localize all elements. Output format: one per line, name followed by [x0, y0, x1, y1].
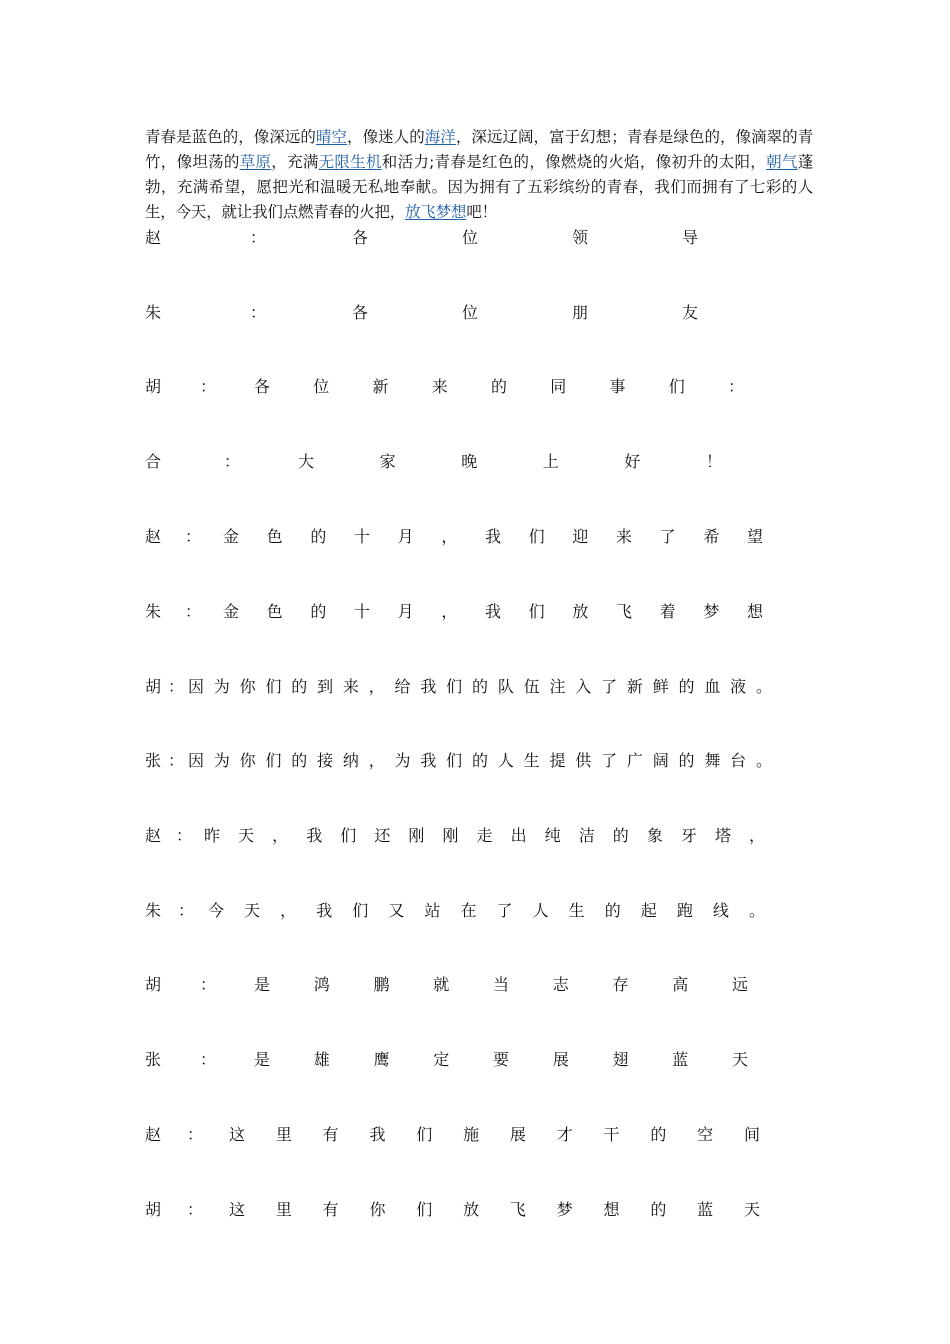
line-char: 的 — [310, 527, 327, 546]
speaker-name: 合 — [145, 452, 162, 471]
line-char: 的 — [472, 751, 489, 770]
line-char: 晚 — [461, 452, 478, 471]
speaker-colon: ： — [176, 826, 193, 845]
line-char: 新 — [626, 677, 643, 696]
line-char: 象 — [646, 826, 663, 845]
line-char: 金 — [223, 527, 240, 546]
line-char: 纯 — [544, 826, 561, 845]
line-char: 生 — [568, 901, 585, 920]
line-char: 们 — [265, 677, 282, 696]
line-char: 队 — [497, 677, 514, 696]
line-char: 了 — [659, 527, 676, 546]
line-char: 刚 — [442, 826, 459, 845]
speaker-colon: ： — [187, 1125, 204, 1144]
line-char: 鲜 — [652, 677, 669, 696]
line-char: 间 — [744, 1125, 761, 1144]
line-char: 广 — [626, 751, 643, 770]
line-char: 伍 — [523, 677, 540, 696]
line-char: 放 — [572, 602, 589, 621]
line-char: 各 — [352, 303, 369, 322]
line-char: 就 — [433, 975, 450, 994]
line-char: 同 — [550, 377, 567, 396]
speaker-colon: ： — [250, 228, 267, 247]
line-char: 有 — [322, 1200, 339, 1219]
line-char: 们 — [528, 602, 545, 621]
line-char: 们 — [446, 751, 463, 770]
speaker-name: 张 — [145, 1050, 162, 1069]
line-char: 线 — [712, 901, 729, 920]
line-char: 你 — [239, 751, 256, 770]
line-char: 梦 — [556, 1200, 573, 1219]
line-char: 各 — [352, 228, 369, 247]
speaker-colon: ： — [185, 527, 202, 546]
line-char: 金 — [223, 602, 240, 621]
line-char: 接 — [317, 751, 334, 770]
line-char: 注 — [549, 677, 566, 696]
speaker-name: 赵 — [145, 228, 162, 247]
line-char: 你 — [239, 677, 256, 696]
line-char: 梦 — [703, 602, 720, 621]
line-char: 飞 — [509, 1200, 526, 1219]
speaker-colon: ： — [200, 1050, 217, 1069]
speaker-colon: ： — [187, 1200, 204, 1219]
line-char: 我 — [485, 602, 502, 621]
line-char: 事 — [609, 377, 626, 396]
line-char: 血 — [704, 677, 721, 696]
line-char: 的 — [650, 1200, 667, 1219]
line-char: 当 — [493, 975, 510, 994]
intro-text-2: ，像迷人的 — [347, 128, 425, 146]
line-char: ， — [441, 527, 458, 546]
line-char: 各 — [254, 377, 271, 396]
line-char: 志 — [552, 975, 569, 994]
link-caoyuan[interactable]: 草原 — [239, 153, 272, 171]
line-char: 展 — [552, 1050, 569, 1069]
line-char: 天 — [238, 826, 255, 845]
line-char: 到 — [317, 677, 334, 696]
line-char: 的 — [472, 677, 489, 696]
line-char: 位 — [462, 228, 479, 247]
line-char: 天 — [244, 901, 261, 920]
line-char: ， — [749, 826, 766, 845]
line-char: 舞 — [704, 751, 721, 770]
line-char: 鹰 — [373, 1050, 390, 1069]
line-char: 因 — [188, 751, 205, 770]
line-char: 。 — [749, 901, 766, 920]
line-char: 家 — [379, 452, 396, 471]
line-char: 想 — [747, 602, 764, 621]
line-char: 纳 — [342, 751, 359, 770]
line-char: 是 — [254, 1050, 271, 1069]
line-char: 们 — [352, 901, 369, 920]
line-char: 定 — [433, 1050, 450, 1069]
line-char: 阔 — [652, 751, 669, 770]
speaker-name: 张 — [145, 751, 162, 770]
line-char: 的 — [291, 677, 308, 696]
speaker-colon: ： — [178, 901, 195, 920]
line-char: 鸿 — [313, 975, 330, 994]
line-char: 上 — [542, 452, 559, 471]
line-char: 这 — [229, 1125, 246, 1144]
line-char: 雄 — [313, 1050, 330, 1069]
line-char: 们 — [528, 527, 545, 546]
line-char: 要 — [493, 1050, 510, 1069]
line-char: 牙 — [680, 826, 697, 845]
link-zhaoqi[interactable]: 朝气 — [766, 153, 798, 171]
speaker-colon: ： — [168, 677, 185, 696]
line-char: 走 — [476, 826, 493, 845]
line-char: 翅 — [612, 1050, 629, 1069]
line-char: 干 — [603, 1125, 620, 1144]
speaker-colon: ： — [224, 452, 241, 471]
line-char: 的 — [678, 677, 695, 696]
link-qingkong[interactable]: 晴空 — [315, 128, 348, 146]
line-char: 刚 — [408, 826, 425, 845]
line-char: 为 — [394, 751, 411, 770]
line-char: 十 — [354, 527, 371, 546]
line-char: 了 — [601, 677, 618, 696]
line-char: 蓝 — [672, 1050, 689, 1069]
line-char: 来 — [342, 677, 359, 696]
line-char: ， — [280, 901, 297, 920]
line-char: ！ — [706, 452, 723, 471]
line-char: 人 — [497, 751, 514, 770]
line-char: 才 — [556, 1125, 573, 1144]
line-char: 了 — [601, 751, 618, 770]
line-char: 里 — [275, 1125, 292, 1144]
line-char: 为 — [213, 677, 230, 696]
line-char: 来 — [431, 377, 448, 396]
line-char: 的 — [491, 377, 508, 396]
speaker-colon: ： — [200, 377, 217, 396]
line-char: 们 — [340, 826, 357, 845]
speaker-name: 胡 — [145, 1200, 162, 1219]
line-char: 色 — [266, 602, 283, 621]
line-char: 迎 — [572, 527, 589, 546]
line-char: 我 — [420, 751, 437, 770]
line-char: 。 — [756, 751, 773, 770]
line-char: 大 — [298, 452, 315, 471]
line-char: 们 — [668, 377, 685, 396]
line-char: 的 — [678, 751, 695, 770]
line-char: 月 — [397, 602, 414, 621]
line-char: 着 — [659, 602, 676, 621]
line-char: 们 — [416, 1200, 433, 1219]
line-char: 我 — [306, 826, 323, 845]
speaker-name: 赵 — [145, 527, 162, 546]
line-char: 领 — [572, 228, 589, 247]
line-char: 站 — [424, 901, 441, 920]
line-char: 们 — [265, 751, 282, 770]
speaker-colon: ： — [200, 975, 217, 994]
line-char: 们 — [416, 1125, 433, 1144]
line-char: 望 — [747, 527, 764, 546]
line-char: 想 — [603, 1200, 620, 1219]
speaker-name: 朱 — [145, 901, 162, 920]
line-char: ， — [272, 826, 289, 845]
line-char: 入 — [575, 677, 592, 696]
line-char: 人 — [532, 901, 549, 920]
line-char: 我 — [369, 1125, 386, 1144]
line-char: 昨 — [204, 826, 221, 845]
line-char: 朋 — [572, 303, 589, 322]
link-haiyang[interactable]: 海洋 — [424, 128, 456, 146]
line-char: 洁 — [578, 826, 595, 845]
line-char: 今 — [208, 901, 225, 920]
speaker-name: 赵 — [145, 1125, 162, 1144]
line-char: 了 — [496, 901, 513, 920]
line-char: 高 — [672, 975, 689, 994]
speaker-name: 赵 — [145, 826, 162, 845]
line-char: 来 — [616, 527, 633, 546]
line-char: 放 — [463, 1200, 480, 1219]
line-char: ： — [728, 377, 745, 396]
intro-text-5: 和活力;青春是红色的，像燃烧的火焰，像初升的太阳， — [381, 153, 767, 171]
line-char: 出 — [510, 826, 527, 845]
line-char: 又 — [388, 901, 405, 920]
line-char: 位 — [313, 377, 330, 396]
intro-text-7: 吧！ — [466, 203, 497, 221]
speaker-name: 胡 — [145, 377, 162, 396]
line-char: 里 — [275, 1200, 292, 1219]
line-char: ， — [368, 751, 385, 770]
intro-paragraph — [145, 125, 813, 225]
line-char: 展 — [509, 1125, 526, 1144]
line-char: 塔 — [714, 826, 731, 845]
line-char: 提 — [549, 751, 566, 770]
line-char: 的 — [604, 901, 621, 920]
line-char: 。 — [756, 677, 773, 696]
intro-text-3: ，深远辽阔，富于幻想；青春是绿色的，像滴翠的青竹，像坦荡的 — [145, 128, 813, 171]
link-fangfei-mengxiang[interactable]: 放飞梦想 — [405, 203, 467, 221]
line-char: 飞 — [616, 602, 633, 621]
line-char: ， — [368, 677, 385, 696]
line-char: 蓝 — [697, 1200, 714, 1219]
line-char: 的 — [612, 826, 629, 845]
line-char: 给 — [394, 677, 411, 696]
line-char: 月 — [397, 527, 414, 546]
speaker-name: 胡 — [145, 677, 162, 696]
line-char: 这 — [229, 1200, 246, 1219]
line-char: 存 — [612, 975, 629, 994]
speaker-name: 胡 — [145, 975, 162, 994]
line-char: 好 — [624, 452, 641, 471]
line-char: 在 — [460, 901, 477, 920]
line-char: 供 — [575, 751, 592, 770]
line-char: 友 — [682, 303, 699, 322]
line-char: 还 — [374, 826, 391, 845]
line-char: 你 — [369, 1200, 386, 1219]
line-char: 我 — [316, 901, 333, 920]
line-char: 十 — [354, 602, 371, 621]
line-char: 台 — [730, 751, 747, 770]
line-char: 我 — [485, 527, 502, 546]
speaker-name: 朱 — [145, 303, 162, 322]
line-char: 的 — [310, 602, 327, 621]
line-char: 天 — [732, 1050, 749, 1069]
line-char: 的 — [650, 1125, 667, 1144]
line-char: 施 — [463, 1125, 480, 1144]
intro-text-4: ，充满 — [271, 153, 319, 171]
line-char: 天 — [744, 1200, 761, 1219]
line-char: 因 — [188, 677, 205, 696]
line-char: 空 — [697, 1125, 714, 1144]
speaker-colon: ： — [185, 602, 202, 621]
line-char: 是 — [254, 975, 271, 994]
line-char: 我 — [420, 677, 437, 696]
speaker-colon: ： — [250, 303, 267, 322]
speaker-name: 朱 — [145, 602, 162, 621]
line-char: 们 — [446, 677, 463, 696]
line-char: 位 — [462, 303, 479, 322]
line-char: 生 — [523, 751, 540, 770]
line-char: 色 — [266, 527, 283, 546]
line-char: 为 — [213, 751, 230, 770]
intro-text-1: 青春是蓝色的，像深远的 — [145, 128, 316, 146]
link-wuxian-shengji[interactable]: 无限生机 — [318, 153, 382, 171]
intro-text-6: 蓬勃，充满希望，愿把光和温暖无私地奉献。因为拥有了五彩缤纷的青春，我们而拥有了七彩的人生，今天，就让我们点燃青春的火把， — [145, 153, 813, 221]
line-char: 液 — [730, 677, 747, 696]
line-char: ， — [441, 602, 458, 621]
line-char: 新 — [372, 377, 389, 396]
line-char: 远 — [732, 975, 749, 994]
line-char: 导 — [682, 228, 699, 247]
line-char: 的 — [291, 751, 308, 770]
line-char: 跑 — [676, 901, 693, 920]
line-char: 有 — [322, 1125, 339, 1144]
speaker-colon: ： — [168, 751, 185, 770]
line-char: 鹏 — [373, 975, 390, 994]
line-char: 希 — [703, 527, 720, 546]
line-char: 起 — [640, 901, 657, 920]
